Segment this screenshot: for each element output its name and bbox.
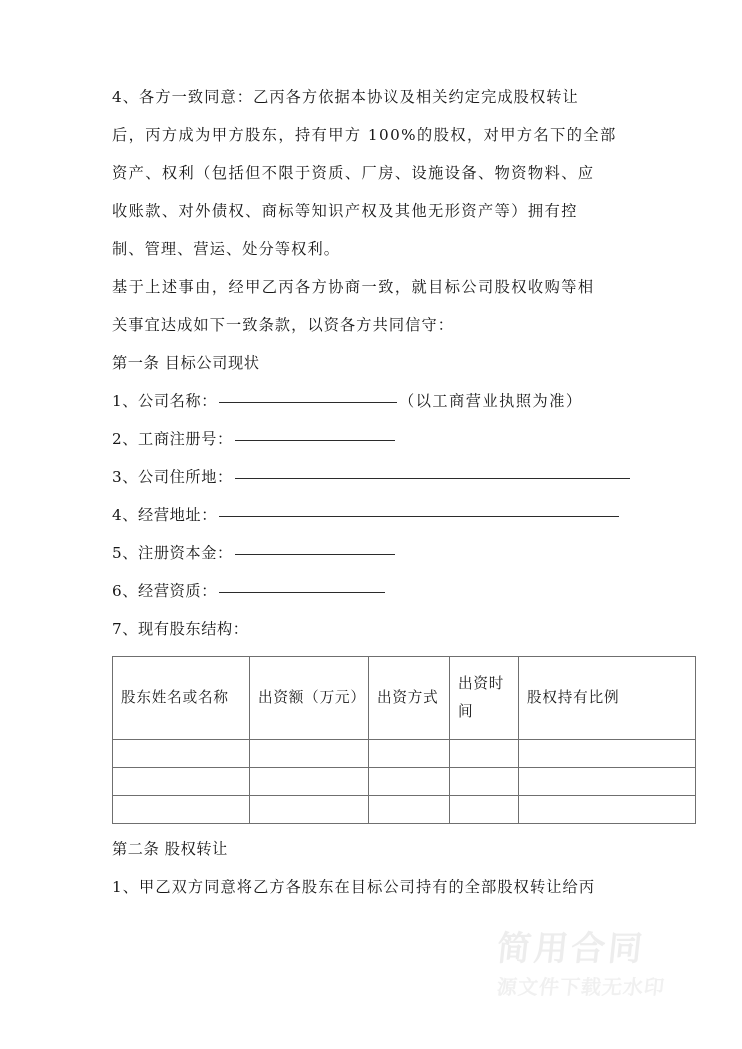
table-cell[interactable]	[369, 796, 450, 824]
paragraph-line: 后，丙方成为甲方股东，持有甲方 100%的股权，对甲方名下的全部	[112, 126, 617, 144]
table-cell[interactable]	[113, 768, 250, 796]
fill-in-rule[interactable]	[235, 541, 395, 555]
table-cell[interactable]	[250, 768, 369, 796]
table-header-cell: 出资时间	[450, 657, 519, 740]
paragraph-line: 制、管理、营运、处分等权利。	[112, 240, 341, 258]
fill-in-rule[interactable]	[219, 579, 385, 593]
paragraph-line: 关事宜达成如下一致条款，以资各方共同信守：	[112, 316, 455, 334]
field-label: 5、注册资本金：	[112, 544, 233, 562]
fill-in-rule[interactable]	[235, 465, 630, 479]
table-cell[interactable]	[450, 796, 519, 824]
fill-in-rule[interactable]	[219, 503, 619, 517]
table-cell[interactable]	[250, 740, 369, 768]
table-cell[interactable]	[519, 740, 696, 768]
section-two-item-1: 1、甲乙双方同意将乙方各股东在目标公司持有的全部股权转让给丙	[112, 878, 596, 896]
paragraph-line: 基于上述事由，经甲乙丙各方协商一致，就目标公司股权收购等相	[112, 278, 595, 296]
table-cell[interactable]	[450, 740, 519, 768]
fill-in-rule[interactable]	[235, 427, 395, 441]
field-row-registration-number	[112, 420, 702, 458]
field-row-company-name	[112, 382, 702, 420]
paragraph-line: 收账款、对外债权、商标等知识产权及其他无形资产等）拥有控	[112, 202, 578, 220]
paragraph-line: 4、各方一致同意：乙丙各方依据本协议及相关约定完成股权转让	[112, 88, 579, 106]
field-label: 3、公司住所地：	[112, 468, 233, 486]
table-cell[interactable]	[369, 768, 450, 796]
table-cell[interactable]	[250, 796, 369, 824]
document-body	[112, 78, 702, 906]
table-row	[113, 768, 696, 796]
field-label: 4、经营地址：	[112, 506, 217, 524]
table-header-cell: 股权持有比例	[519, 657, 696, 740]
table-cell[interactable]	[113, 796, 250, 824]
table-cell[interactable]	[113, 740, 250, 768]
fill-in-rule[interactable]	[219, 389, 397, 403]
shareholder-structure-table	[112, 656, 696, 824]
table-row	[113, 796, 696, 824]
watermark-logo-text: 简用合同	[494, 929, 648, 969]
table-header-cell: 股东姓名或名称	[113, 657, 250, 740]
table-cell[interactable]	[369, 740, 450, 768]
table-row	[113, 740, 696, 768]
field-row-business-qualification	[112, 572, 702, 610]
field-row-registered-address	[112, 458, 702, 496]
section-one-heading: 第一条 目标公司现状	[112, 354, 260, 372]
table-cell[interactable]	[519, 768, 696, 796]
table-cell[interactable]	[519, 796, 696, 824]
field-row-registered-capital	[112, 534, 702, 572]
table-cell[interactable]	[450, 768, 519, 796]
field-label: 1、公司名称：	[112, 392, 217, 410]
field-row-business-address	[112, 496, 702, 534]
watermark-sub-text: 源文件下载无水印	[495, 975, 667, 999]
field-trailing-note: （以工商营业执照为准）	[399, 392, 583, 410]
table-header-row	[113, 657, 696, 740]
field-label: 2、工商注册号：	[112, 430, 233, 448]
table-header-cell: 出资额（万元）	[250, 657, 369, 740]
section-two-heading: 第二条 股权转让	[112, 840, 228, 858]
table-intro-label: 7、现有股东结构：	[112, 620, 249, 638]
paragraph-line: 资产、权利（包括但不限于资质、厂房、设施设备、物资物料、应	[112, 164, 595, 182]
watermark	[494, 929, 721, 1008]
field-label: 6、经营资质：	[112, 582, 217, 600]
table-header-cell: 出资方式	[369, 657, 450, 740]
